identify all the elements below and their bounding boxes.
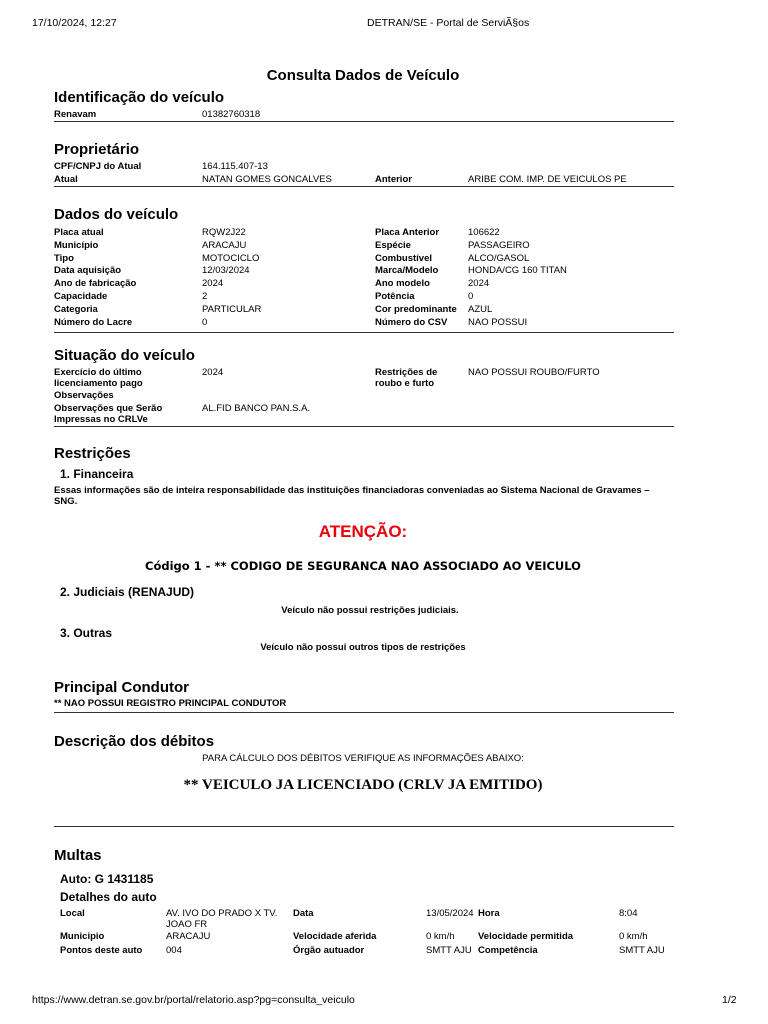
print-page-number: 1/2: [722, 994, 737, 1006]
right-value-4: 2024: [468, 278, 490, 290]
municipio-value: ARACAJU: [166, 931, 211, 942]
condutor-text: ** NAO POSSUI REGISTRO PRINCIPAL CONDUTOR: [54, 698, 287, 709]
right-value-5: 0: [468, 291, 474, 302]
pontos-value: 004: [166, 945, 182, 956]
right-label-6: Cor predominante: [375, 303, 457, 315]
left-label-2: Tipo: [54, 252, 74, 264]
data-label: Data: [293, 908, 314, 919]
competencia-label: Competência: [478, 945, 538, 956]
section-dados-heading: Dados do veículo: [54, 206, 179, 223]
renavam-value: 01382760318: [202, 109, 261, 120]
auto-number: Auto: G 1431185: [60, 872, 154, 886]
left-label-3: Data aquisição: [54, 265, 122, 277]
local-value: AV. IVO DO PRADO X TV. JOAO FR: [166, 908, 278, 930]
right-label-7: Número do CSV: [375, 316, 448, 328]
print-page-title: DETRAN/SE - Portal de ServiÃ§os: [367, 17, 530, 29]
observacoes-label: Observações: [54, 390, 114, 401]
left-value-0: RQW2J22: [202, 227, 246, 238]
cpf-label: CPF/CNPJ do Atual: [54, 161, 142, 172]
divider: [54, 332, 674, 333]
restricoes-roubo-value: NAO POSSUI ROUBO/FURTO: [468, 367, 600, 378]
detalhes-title: Detalhes do auto: [60, 890, 157, 904]
anterior-label: Anterior: [375, 174, 412, 185]
debitos-subtitle: PARA CÁLCULO DOS DÉBITOS VERIFIQUE AS INFORMAÇÕES ABAIXO:: [202, 753, 524, 764]
hora-label: Hora: [478, 908, 500, 919]
left-label-1: Município: [54, 239, 99, 251]
atual-label: Atual: [54, 174, 78, 185]
licenciado-notice: ** VEICULO JA LICENCIADO (CRLV JA EMITIDO): [183, 777, 543, 793]
atual-value: NATAN GOMES GONCALVES: [202, 174, 332, 185]
atencao-title: ATENÇÃO:: [318, 522, 408, 541]
orgao-value: SMTT AJU: [426, 945, 472, 956]
left-label-4: Ano de fabricação: [54, 278, 137, 290]
judiciais-title: 2. Judiciais (RENAJUD): [60, 585, 195, 599]
divider: [54, 712, 674, 713]
section-condutor-heading: Principal Condutor: [54, 679, 189, 696]
exercicio-value: 2024: [202, 367, 224, 378]
restricoes-roubo-label: Restrições de roubo e furto: [375, 367, 438, 389]
financeira-title: 1. Financeira: [60, 467, 134, 481]
right-label-5: Potência: [375, 291, 415, 302]
orgao-label: Órgão autuador: [293, 945, 365, 956]
left-value-4: 2024: [202, 278, 224, 290]
section-situacao-heading: Situação do veículo: [54, 347, 195, 364]
document-title: Consulta Dados de Veículo: [266, 67, 460, 84]
financeira-text: Essas informações são de inteira responsabilidade das instituições financiadoras conveniadas ao Sistema Nacional de Gravames – SNG.: [54, 485, 650, 507]
outras-text: Veículo não possui outros tipos de restrições: [260, 642, 466, 653]
left-value-7: 0: [202, 316, 208, 328]
divider: [54, 186, 674, 187]
right-label-2: Combustível: [375, 252, 433, 264]
right-value-0: 106622: [468, 227, 500, 238]
obs-crlv-value: AL.FID BANCO PAN.S.A.: [202, 403, 311, 414]
vel-aferida-value: 0 km/h: [426, 931, 455, 942]
left-value-6: PARTICULAR: [202, 303, 262, 315]
left-label-0: Placa atual: [54, 227, 104, 238]
right-value-2: ALCO/GASOL: [468, 252, 530, 264]
divider: [54, 826, 674, 827]
divider: [54, 121, 674, 122]
local-label: Local: [60, 908, 85, 919]
pontos-label: Pontos deste auto: [60, 945, 143, 956]
left-label-5: Capacidade: [54, 291, 108, 302]
codigo-seguranca: Código 1 - ** CODIGO DE SEGURANCA NAO ASSOCIADO AO VEICULO: [145, 559, 581, 573]
right-label-3: Marca/Modelo: [375, 265, 439, 277]
right-label-1: Espécie: [375, 239, 411, 251]
section-multas-heading: Multas: [54, 847, 102, 864]
right-value-3: HONDA/CG 160 TITAN: [468, 265, 567, 277]
print-datetime: 17/10/2024, 12:27: [32, 17, 117, 29]
obs-crlv-label: Observações que Serão Impressas no CRLVe: [54, 403, 163, 425]
outras-title: 3. Outras: [60, 626, 113, 640]
left-label-7: Número do Lacre: [54, 316, 133, 328]
vel-aferida-label: Velocidade aferida: [293, 931, 377, 942]
vel-permitida-value: 0 km/h: [619, 931, 648, 942]
left-value-1: ARACAJU: [202, 239, 247, 251]
section-debitos-heading: Descrição dos débitos: [54, 733, 215, 750]
municipio-label: Municipio: [60, 931, 105, 942]
right-label-0: Placa Anterior: [375, 227, 440, 238]
divider: [54, 426, 674, 427]
right-value-1: PASSAGEIRO: [468, 239, 530, 251]
right-value-7: NAO POSSUI: [468, 316, 528, 328]
judiciais-text: Veículo não possui restrições judiciais.: [281, 605, 459, 616]
section-identificacao-heading: Identificação do veículo: [54, 89, 225, 106]
exercicio-label: Exercício do último licenciamento pago: [54, 367, 143, 389]
anterior-value: ARIBE COM. IMP. DE VEICULOS PE: [468, 174, 627, 185]
cpf-value: 164.115.407-13: [202, 161, 268, 172]
data-value: 13/05/2024: [426, 908, 474, 919]
vel-permitida-label: Velocidade permitida: [478, 931, 574, 942]
section-proprietario-heading: Proprietário: [54, 141, 140, 158]
right-value-6: AZUL: [468, 303, 493, 315]
section-restricoes-heading: Restrições: [54, 445, 131, 462]
hora-value: 8:04: [619, 908, 638, 919]
left-label-6: Categoria: [54, 303, 98, 315]
right-label-4: Ano modelo: [375, 278, 430, 290]
left-value-5: 2: [202, 291, 208, 302]
print-url: https://www.detran.se.gov.br/portal/relatorio.asp?pg=consulta_veiculo: [32, 994, 355, 1006]
competencia-value: SMTT AJU: [619, 945, 665, 956]
left-value-2: MOTOCICLO: [202, 252, 260, 264]
left-value-3: 12/03/2024: [202, 265, 250, 277]
renavam-label: Renavam: [54, 109, 97, 120]
